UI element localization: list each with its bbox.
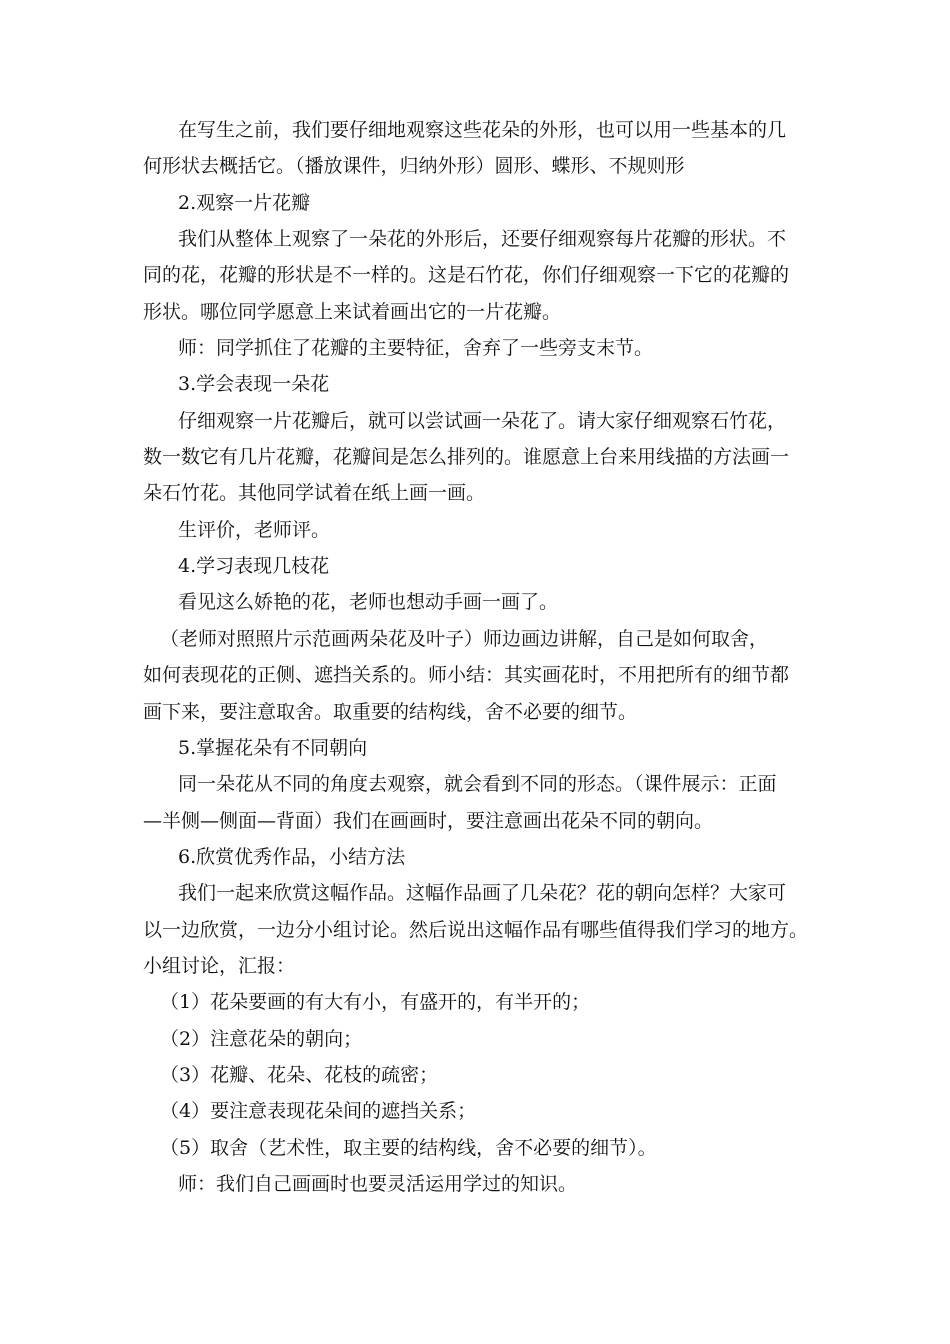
text-line: 看见这么娇艳的花，老师也想动手画一画了。: [178, 591, 559, 614]
text-line: 朵石竹花。其他同学试着在纸上画一画。: [143, 482, 486, 505]
text-line: 数一数它有几片花瓣，花瓣间是怎么排列的。谁愿意上台来用线描的方法画一: [143, 446, 790, 469]
text-line: 何形状去概括它。（播放课件，归纳外形）圆形、蝶形、不规则形: [143, 155, 685, 178]
text-line: 画下来，要注意取舍。取重要的结构线，舍不必要的细节。: [143, 700, 638, 723]
text-line: 如何表现花的正侧、遮挡关系的。师小结：其实画花时，不用把所有的细节都: [143, 664, 790, 687]
text-line: 以一边欣赏，一边分小组讨论。然后说出这幅作品有哪些值得我们学习的地方。: [143, 918, 809, 941]
text-line: 在写生之前，我们要仔细地观察这些花朵的外形，也可以用一些基本的几: [178, 119, 787, 141]
text-line: （5）取舍（艺术性，取主要的结构线，舍不必要的细节）。: [160, 1136, 657, 1159]
text-line: 4.学习表现几枝花: [178, 555, 330, 578]
text-line: 仔细观察一片花瓣后，就可以尝试画一朵花了。请大家仔细观察石竹花，: [178, 409, 787, 432]
text-line: 6.欣赏优秀作品，小结方法: [178, 845, 406, 868]
text-line: 我们从整体上观察了一朵花的外形后，还要仔细观察每片花瓣的形状。不: [178, 228, 787, 251]
text-line: 我们一起来欣赏这幅作品。这幅作品画了几朵花？花的朝向怎样？大家可: [178, 882, 787, 905]
text-line: —半侧—侧面—背面）我们在画画时，要注意画出花朵不同的朝向。: [143, 809, 714, 832]
text-line: （2）注意花朵的朝向；: [160, 1027, 363, 1050]
text-line: 师：我们自己画画时也要灵活运用学过的知识。: [178, 1172, 578, 1195]
text-line: （3）花瓣、花朵、花枝的疏密；: [160, 1063, 439, 1086]
text-line: （老师对照照片示范画两朵花及叶子）师边画边讲解，自己是如何取舍，: [160, 627, 769, 650]
text-line: 形状。哪位同学愿意上来试着画出它的一片花瓣。: [143, 300, 562, 323]
text-line: （1）花朵要画的有大有小，有盛开的，有半开的；: [160, 991, 591, 1014]
text-line: 2.观察一片花瓣: [178, 191, 311, 214]
text-line: （4）要注意表现花朵间的遮挡关系；: [160, 1100, 477, 1123]
text-line: 5.掌握花朵有不同朝向: [178, 736, 368, 759]
text-line: 师：同学抓住了花瓣的主要特征，舍弃了一些旁支末节。: [178, 337, 654, 360]
text-line: 小组讨论，汇报：: [143, 954, 296, 977]
text-line: 同的花，花瓣的形状是不一样的。这是石竹花，你们仔细观察一下它的花瓣的: [143, 264, 790, 287]
document-body: [143, 112, 813, 1202]
text-line: 3.学会表现一朵花: [178, 373, 330, 396]
text-line: 生评价，老师评。: [178, 518, 331, 541]
text-line: 同一朵花从不同的角度去观察，就会看到不同的形态。（课件展示：正面: [178, 773, 777, 796]
